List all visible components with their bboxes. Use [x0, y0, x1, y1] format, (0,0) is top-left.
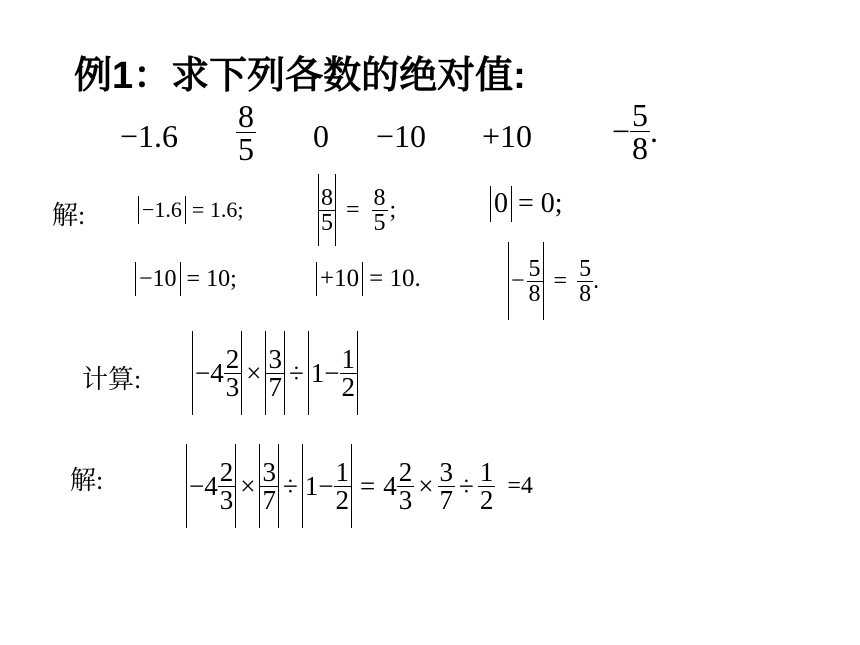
number-plus-10: +10: [482, 118, 533, 154]
number-eight-fifths: $\frac{8}{5}$: [238, 98, 254, 167]
compute-label: 计算:: [82, 365, 142, 394]
abs-eq-4: −10 = 10;: [135, 262, 237, 296]
number-minus-10: −10: [376, 118, 427, 154]
number-zero: 0: [313, 118, 329, 154]
number-minus-five-eighths: − $\frac{5}{8}$ .: [612, 97, 659, 166]
abs-eq-6: − $\frac{5}{8}$ = $\frac{5}{8}$ .: [508, 242, 599, 320]
page-title: 例1：求下列各数的绝对值:: [74, 55, 526, 97]
abs-eq-2: $\frac{8}{5}$ = $\frac{8}{5}$ ;: [318, 174, 396, 246]
abs-eq-3: 0 = 0;: [490, 186, 563, 222]
abs-eq-1: −1.6 = 1.6;: [138, 196, 243, 224]
abs-eq-5: +10 = 10.: [316, 262, 421, 296]
solution2-label: 解:: [70, 466, 104, 495]
number-minus-1-6: −1.6: [120, 118, 179, 154]
solution2-expression: −4 $\frac{2}{3}$ × $\frac{3}{7}$ ÷ 1− $\frac{1}{2}$ = 4 $\frac{2}{3}$ × $\frac{3}{7}$ ÷ $\frac{1}{2}$ =4: [186, 444, 533, 528]
solution-label: 解:: [52, 201, 86, 230]
compute-expression: −4 $\frac{2}{3}$ × $\frac{3}{7}$ ÷ 1− $\frac{1}{2}$: [192, 331, 358, 415]
